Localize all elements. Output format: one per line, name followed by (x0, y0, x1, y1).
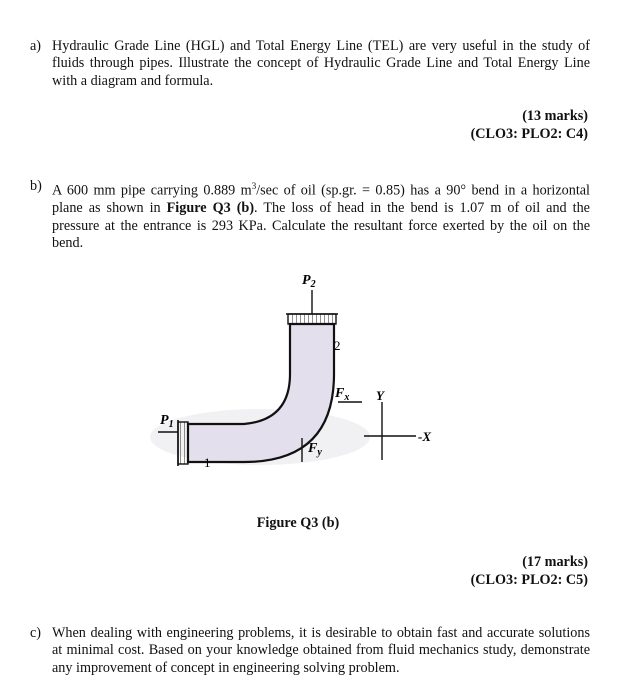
question-c-label: c) (30, 625, 42, 641)
question-b-label: b) (30, 178, 42, 194)
question-a-marks: (13 marks) (522, 108, 588, 124)
question-b-text-part3: . The loss of head in the bend is 1.07 m of oil and the pressure at the entrance is 293 KPa. Calculate the resultant force exerted by the oil on the bend. (52, 200, 590, 251)
label-y: Y (376, 388, 384, 403)
question-b (30, 178, 590, 252)
question-a-text: Hydraulic Grade Line (HGL) and Total Energy Line (TEL) are very useful in the study of fluids through pipes. Illustrate the concept of Hydraulic Grade Line and Total Energy Line with a diagram and formula. (52, 38, 590, 89)
question-a-marks-block (471, 107, 588, 143)
label-p1: $P_1$ (160, 413, 174, 430)
question-a (30, 38, 590, 90)
figure-q3b (140, 262, 460, 482)
question-b-text-part1: A 600 mm pipe carrying 0.889 m (52, 182, 252, 199)
label-section-2: 2 (334, 338, 341, 353)
label-x: -X (418, 429, 431, 444)
label-p2: $P_2$ (302, 273, 316, 290)
question-a-clo: (CLO3: PLO2: C4) (470, 126, 588, 142)
label-fy: $F_y$ (308, 441, 322, 458)
question-b-text (52, 178, 590, 252)
question-c-text: When dealing with engineering problems, it is desirable to obtain fast and accurate solutions at minimal cost. Based on your knowledge obtained from fluid mechanics study, demonstrate any improvement of concept in engineering solving problem. (52, 625, 590, 676)
figure-caption: Figure Q3 (b) (256, 515, 340, 531)
question-b-figure-ref: Figure Q3 (b) (166, 200, 255, 217)
question-b-text-part2: /sec of oil (sp.gr. = 0.85) has a 90° bend in a horizontal plane as shown in (52, 182, 590, 217)
question-a-label: a) (30, 38, 42, 54)
question-c (30, 625, 590, 677)
flange-left (178, 422, 188, 464)
question-b-marks-block (471, 553, 588, 589)
question-b-marks: (17 marks) (522, 554, 588, 570)
question-b-clo: (CLO3: PLO2: C5) (470, 572, 588, 588)
flange-top (288, 314, 336, 324)
label-section-1: 1 (204, 455, 211, 470)
label-fx: $F_x$ (335, 386, 350, 403)
question-b-superscript: 3 (251, 181, 257, 191)
